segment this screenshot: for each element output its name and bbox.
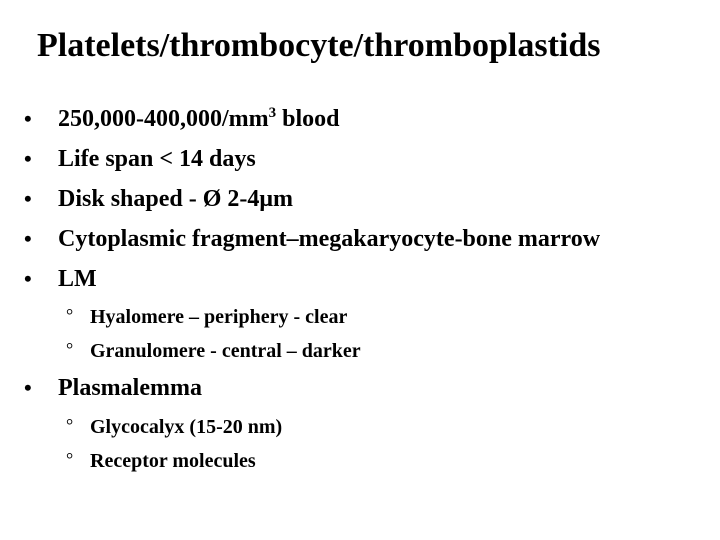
bullet-item-life-span xyxy=(24,144,256,174)
sub-bullet-text: Granulomere - central – darker xyxy=(90,340,361,362)
bullet-marker: • xyxy=(24,186,32,211)
sub-bullet-text: Receptor molecules xyxy=(90,450,256,472)
sub-bullet-marker: ° xyxy=(66,305,74,325)
slide-title: Platelets/thrombocyte/thromboplastids xyxy=(37,27,601,64)
sub-bullet-granulomere xyxy=(66,338,361,364)
bullet-text-suffix: blood xyxy=(276,106,340,132)
sub-bullet-text: Hyalomere – periphery - clear xyxy=(90,306,348,328)
bullet-item-lm xyxy=(24,264,97,294)
sub-bullet-text: Glycocalyx (15-20 nm) xyxy=(90,416,283,438)
bullet-item-plasmalemma xyxy=(24,373,202,403)
sub-bullet-hyalomere xyxy=(66,304,348,330)
sub-bullet-marker: ° xyxy=(66,449,74,469)
bullet-text: Cytoplasmic fragment–megakaryocyte-bone marrow xyxy=(58,226,601,252)
bullet-marker: • xyxy=(24,375,32,400)
bullet-text: LM xyxy=(58,266,97,292)
sub-bullet-marker: ° xyxy=(66,339,74,359)
bullet-text: Life span < 14 days xyxy=(58,146,256,172)
bullet-marker: • xyxy=(24,106,32,131)
bullet-text: 250,000-400,000/mm xyxy=(58,106,269,132)
sub-bullet-receptor-molecules xyxy=(66,448,256,474)
bullet-item-shape xyxy=(24,184,293,214)
bullet-text: Disk shaped - Ø 2-4μm xyxy=(58,186,293,212)
bullet-item-platelet-count xyxy=(24,104,340,134)
bullet-marker: • xyxy=(24,266,32,291)
bullet-item-origin xyxy=(24,224,601,254)
bullet-marker: • xyxy=(24,226,32,251)
sub-bullet-marker: ° xyxy=(66,415,74,435)
superscript: 3 xyxy=(268,105,277,121)
sub-bullet-glycocalyx xyxy=(66,414,283,440)
bullet-text: Plasmalemma xyxy=(58,375,202,401)
bullet-marker: • xyxy=(24,146,32,171)
